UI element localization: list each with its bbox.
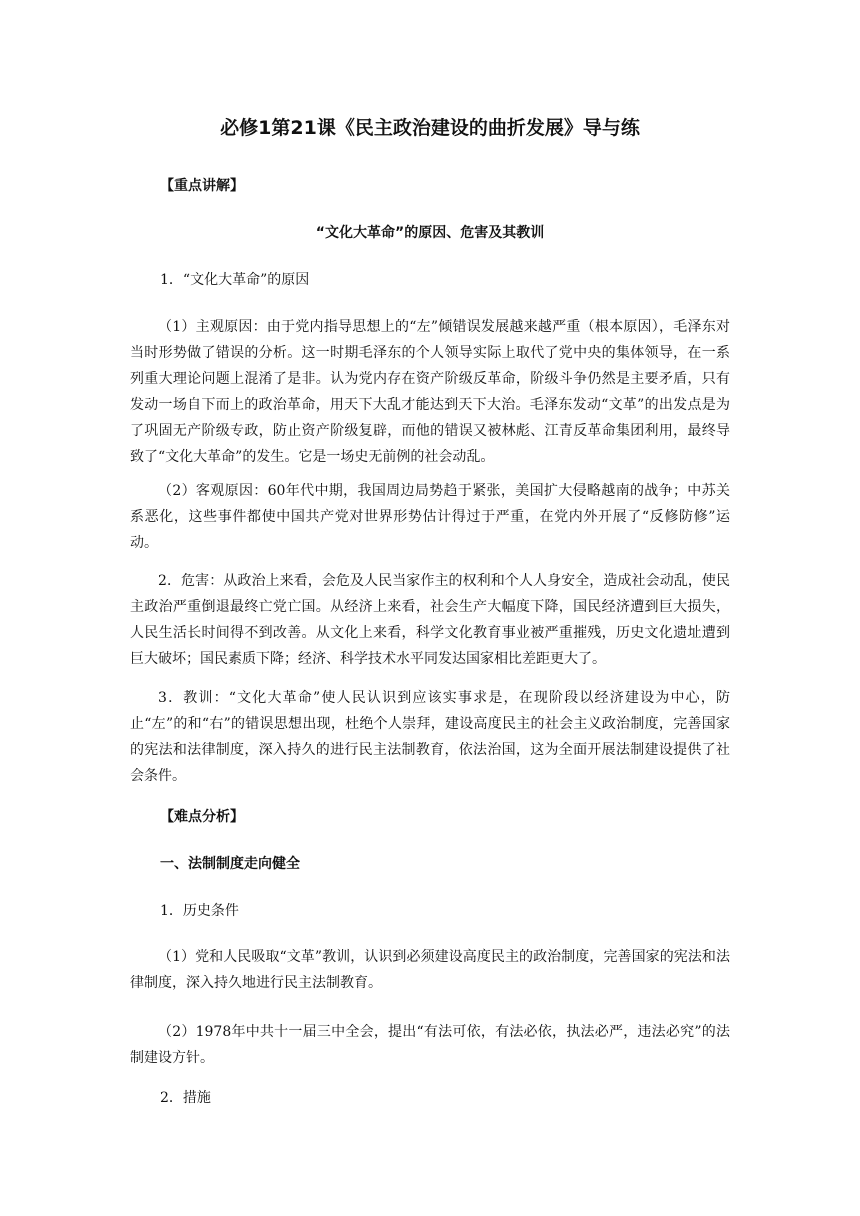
point-heading-historical-conditions: 1．历史条件 (160, 903, 239, 919)
document-title: 必修1第21课《民主政治建设的曲折发展》导与练 (220, 117, 640, 139)
paragraph-condition-2: （2）1978年中共十一届三中全会，提出“有法可依，有法必依，执法必严，违法必究”的法制建设方针。 (130, 1024, 730, 1066)
point-heading-causes: 1．“文化大革命”的原因 (160, 272, 310, 288)
paragraph-subjective-causes: （1）主观原因：由于党内指导思想上的“左”倾错误发展越来越严重（根本原因），毛泽东对当时形势做了错误的分析。这一时期毛泽东的个人领导实际上取代了党中央的集体领导，在一系列重大理论问题上混淆了是非。认为党内存在资产阶级反革命，阶级斗争仍然是主要矛盾，只有发动一场自下而上的政治革命，用天下大乱才能达到天下大治。毛泽东发动“文革”的出发点是为了巩固无产阶级专政，防止资产阶级复辟，而他的错误又被林彪、江青反革命集团利用，最终导致了“文化大革命”的发生。它是一场史无前例的社会动乱。 (130, 319, 730, 465)
paragraph-objective-causes: （2）客观原因：60年代中期，我国周边局势趋于紧张，美国扩大侵略越南的战争；中苏关系恶化，这些事件都使中国共产党对世界形势估计得过于严重，在党内外开展了“反修防修”运动。 (130, 483, 730, 551)
section-subtitle: “文化大革命”的原因、危害及其教训 (315, 225, 545, 241)
section-label-key-points: 【重点讲解】 (160, 178, 244, 194)
point-heading-measures: 2．措施 (160, 1090, 211, 1106)
paragraph-lessons: 3．教训：“文化大革命”使人民认识到应该实事求是，在现阶段以经济建设为中心，防止“左”的和“右”的错误思想出现，杜绝个人崇拜，建设高度民主的社会主义政治制度，完善国家的宪法和法律制度，深入持久的进行民主法制教育，依法治国，这为全面开展法制建设提供了社会条件。 (130, 690, 730, 784)
paragraph-harms: 2．危害：从政治上来看，会危及人民当家作主的权利和个人人身安全，造成社会动乱，使民主政治严重倒退最终亡党亡国。从经济上来看，社会生产大幅度下降，国民经济遭到巨大损失，人民生活长时间得不到改善。从文化上来看，科学文化教育事业被严重摧残，历史文化遗址遭到巨大破坏；国民素质下降；经济、科学技术水平同发达国家相比差距更大了。 (130, 573, 730, 667)
paragraph-condition-1: （1）党和人民吸取“文革”教训，认识到必须建设高度民主的政治制度，完善国家的宪法和法律制度，深入持久地进行民主法制教育。 (130, 949, 730, 991)
section-label-difficulty-analysis: 【难点分析】 (160, 809, 244, 825)
topic-heading-legal-system: 一、法制制度走向健全 (160, 856, 300, 872)
